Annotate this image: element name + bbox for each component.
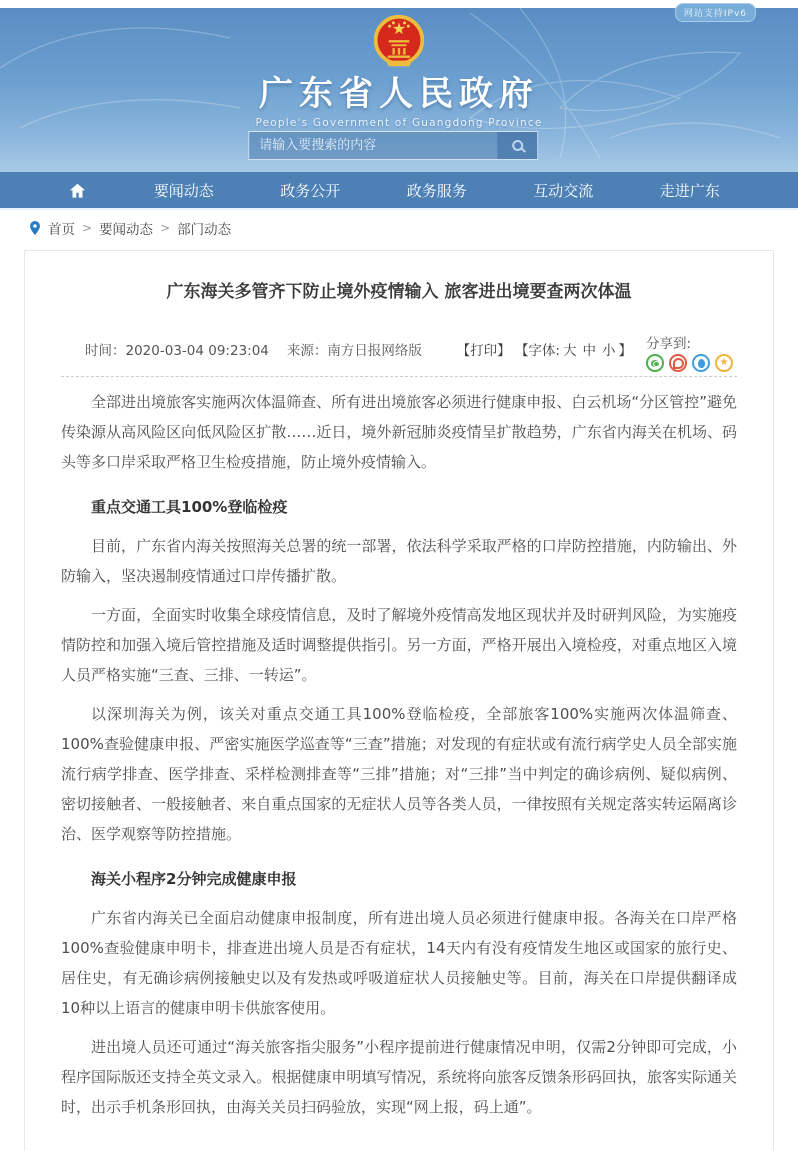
share-label: 分享到: xyxy=(646,336,692,352)
site-banner xyxy=(0,8,798,172)
section-heading: 海关小程序2分钟完成健康申报 xyxy=(91,870,297,888)
font-size-label: 【字体: xyxy=(514,343,560,359)
article-meta-controls xyxy=(457,334,632,359)
site-title: 广东省人民政府 xyxy=(259,74,539,114)
article-paragraph: 以深圳海关为例，该关对重点交通工具100%登临检疫，全部旅客100%实施两次体温筛查、100%查验健康申报、严密实施医学巡查等“三查”措施；对发现的有症状或有流行病学史人员全部实施流行病学排查、医学排查、采样检测排查等“三排”措施；对“三排”当中判定的确诊病例、疑似病例、密切接触者、一般接触者、来自重点国家的无症状人员等各类人员，一律按照有关规定落实转运隔离诊治、医学观察等防控措施。 xyxy=(61,705,737,843)
article-paragraph: 目前，广东省内海关按照海关总署的统一部署，依法科学采取严格的口岸防控措施，内防输出、外防输入，坚决遏制疫情通过口岸传播扩散。 xyxy=(61,537,737,585)
qq-share-icon[interactable] xyxy=(692,354,710,372)
location-pin-icon xyxy=(28,220,42,236)
search-input[interactable] xyxy=(249,132,497,159)
font-size-option-1[interactable]: 中 xyxy=(582,343,596,359)
font-size-option-0[interactable]: 大 xyxy=(563,343,577,359)
nav-item-2[interactable]: 政务服务 xyxy=(406,181,467,200)
breadcrumb-separator: > xyxy=(82,221,93,235)
article-title: 广东海关多管齐下防止境外疫情输入 旅客进出境要查两次体温 xyxy=(166,282,632,302)
search-button[interactable] xyxy=(497,132,537,159)
section-heading: 重点交通工具100%登临检疫 xyxy=(91,498,288,516)
share-block xyxy=(646,332,737,372)
wechat-share-icon[interactable] xyxy=(646,354,664,372)
article-paragraph: 一方面，全面实时收集全球疫情信息，及时了解境外疫情高发地区现状并及时研判风险，为实施疫情防控和加强入境后管控措施及适时调整提供指引。另一方面，严格开展出入境检疫，对重点地区入境人员严格实施“三查、三排、一转运”。 xyxy=(61,606,737,684)
print-button[interactable]: 【打印】 xyxy=(456,343,511,359)
font-size-option-2[interactable]: 小 xyxy=(602,343,616,359)
breadcrumb-item-2[interactable]: 部门动态 xyxy=(177,222,232,238)
source-value: 南方日报网络版 xyxy=(327,343,422,359)
nav-item-1[interactable]: 政务公开 xyxy=(280,181,341,200)
article-paragraph: 全部进出境旅客实施两次体温筛查、所有进出境旅客必须进行健康申报、白云机场“分区管控”避免传染源从高风险区向低风险区扩散……近日，境外新冠肺炎疫情呈扩散趋势，广东省内海关在机场、码头等多口岸采取严格卫生检疫措施，防止境外疫情输入。 xyxy=(61,393,737,471)
source-label: 来源： xyxy=(286,343,328,359)
article-meta-left xyxy=(85,334,422,359)
time-value: 2020-03-04 09:23:04 xyxy=(125,343,269,359)
search-icon xyxy=(512,140,523,151)
time-label: 时间： xyxy=(85,343,126,359)
search-bar xyxy=(248,131,538,160)
site-subtitle: People's Government of Guangdong Province xyxy=(255,117,543,130)
breadcrumb xyxy=(0,210,798,246)
ipv6-badge: 网站支持IPv6 xyxy=(675,3,756,22)
article-paragraph: 广东省内海关已全面启动健康申报制度，所有进出境人员必须进行健康申报。各海关在口岸严格100%查验健康申明卡，排查进出境人员是否有症状，14天内有没有疫情发生地区或国家的旅行史、居住史，有无确诊病例接触史以及有发热或呼吸道症状人员接触史等。目前，海关在口岸提供翻译成10种以上语言的健康申明卡供旅客使用。 xyxy=(61,909,737,1017)
article-container xyxy=(24,250,774,1151)
nav-item-3[interactable]: 互动交流 xyxy=(533,181,594,200)
nav-home[interactable] xyxy=(60,172,95,208)
article-meta xyxy=(61,334,737,377)
nav-item-4[interactable]: 走进广东 xyxy=(659,181,720,200)
breadcrumb-separator: > xyxy=(160,221,171,235)
qzone-share-icon[interactable] xyxy=(715,354,733,372)
nav-item-0[interactable]: 要闻动态 xyxy=(153,181,214,200)
weibo-share-icon[interactable] xyxy=(669,354,687,372)
article-body xyxy=(61,387,737,1122)
home-icon xyxy=(68,181,87,200)
top-strip xyxy=(0,0,798,19)
national-emblem-icon xyxy=(371,14,427,70)
main-nav xyxy=(0,172,798,210)
article-paragraph: 进出境人员还可通过“海关旅客指尖服务”小程序提前进行健康情况申明，仅需2分钟即可完成，小程序国际版还支持全英文录入。根据健康申明填写情况，系统将向旅客反馈条形码回执，旅客实际通关时，出示手机条形回执，由海关关员扫码验放，实现“网上报，码上通”。 xyxy=(61,1038,737,1116)
breadcrumb-item-1[interactable]: 要闻动态 xyxy=(99,222,154,238)
breadcrumb-item-0[interactable]: 首页 xyxy=(48,222,75,238)
font-size-label-end: 】 xyxy=(618,343,632,359)
